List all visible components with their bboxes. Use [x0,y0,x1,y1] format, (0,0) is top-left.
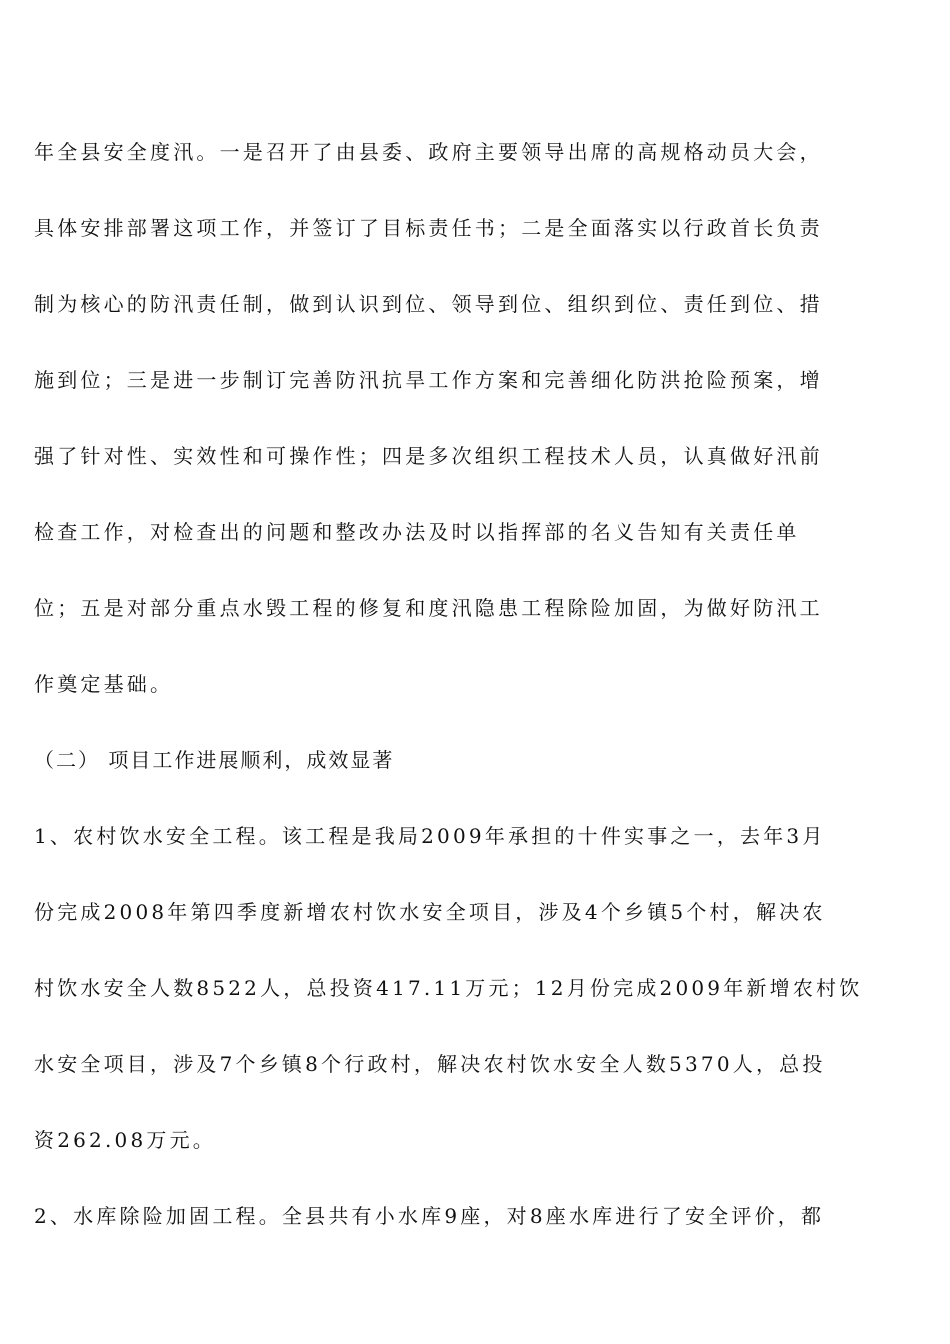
paragraph-line: 具体安排部署这项工作，并签订了目标责任书；二是全面落实以行政首长负责 [34,216,823,240]
paragraph-line: 制为核心的防汛责任制，做到认识到位、领导到位、组织到位、责任到位、措 [34,292,823,316]
paragraph-line: 村饮水安全人数8522人，总投资417.11万元；12月份完成2009年新增农村饮 [34,976,863,1000]
paragraph-line: 施到位；三是进一步制订完善防汛抗旱工作方案和完善细化防洪抢险预案，增 [34,368,823,392]
section-heading: （二） 项目工作进展顺利，成效显著 [34,748,395,772]
paragraph-line: 作奠定基础。 [34,672,174,696]
paragraph-line: 资262.08万元。 [34,1128,216,1152]
paragraph-line: 2、水库除险加固工程。全县共有小水库9座，对8座水库进行了安全评价，都 [34,1204,825,1228]
paragraph-line: 水安全项目，涉及7个乡镇8个行政村，解决农村饮水安全人数5370人，总投 [34,1052,826,1076]
paragraph-line: 检查工作，对检查出的问题和整改办法及时以指挥部的名义告知有关责任单 [34,520,800,544]
document-body [34,130,863,1270]
paragraph-line: 强了针对性、实效性和可操作性；四是多次组织工程技术人员，认真做好汛前 [34,444,823,468]
paragraph-line: 1、农村饮水安全工程。该工程是我局2009年承担的十件实事之一，去年3月 [34,824,826,848]
paragraph-line: 年全县安全度汛。一是召开了由县委、政府主要领导出席的高规格动员大会， [34,140,823,164]
paragraph-line: 份完成2008年第四季度新增农村饮水安全项目，涉及4个乡镇5个村，解决农 [34,900,826,924]
paragraph-line: 位；五是对部分重点水毁工程的修复和度汛隐患工程除险加固，为做好防汛工 [34,596,823,620]
